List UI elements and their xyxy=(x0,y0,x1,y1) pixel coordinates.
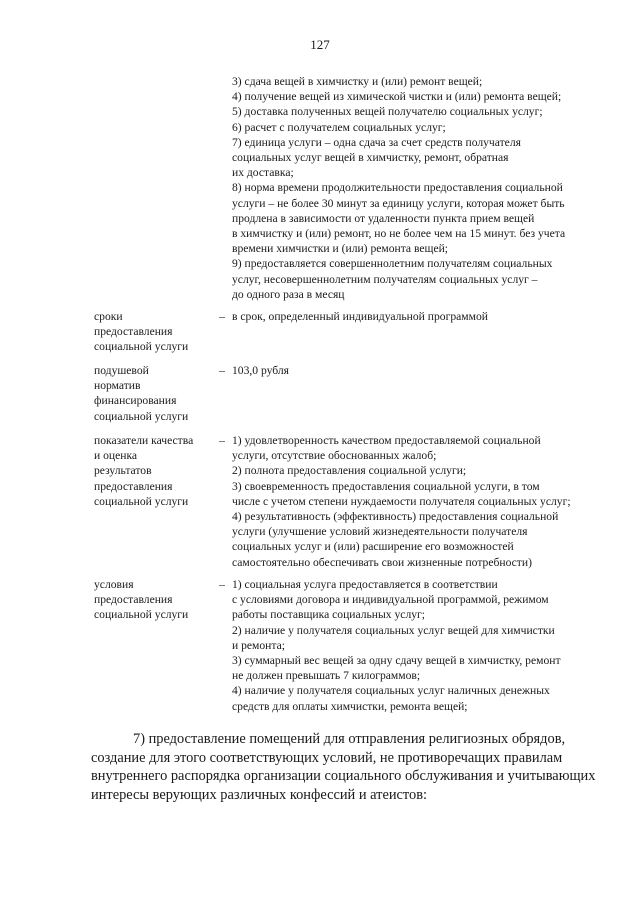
label-line: предоставления xyxy=(94,479,173,493)
row-label xyxy=(94,363,206,424)
value-line: 3) своевременность предоставления социальной услуги, в том xyxy=(232,479,540,493)
value-line: работы поставщика социальных услуг; xyxy=(232,608,426,622)
paragraph-line: 7) предоставление помещений для отправления религиозных обрядов, xyxy=(133,731,566,747)
list-item: до одного раза в месяц xyxy=(232,287,345,301)
value-line: в срок, определенный индивидуальной программой xyxy=(232,310,488,323)
value-line: услуги (улучшение условий жизнедеятельности получателя xyxy=(232,525,528,539)
row-value xyxy=(232,433,604,570)
label-line: социальной услуги xyxy=(94,608,189,622)
list-item: 7) единица услуги – одна сдача за счет средств получателя xyxy=(232,135,521,149)
label-line: социальной услуги xyxy=(94,409,189,423)
list-item: социальных услуг вещей в химчистку, ремонт, обратная xyxy=(232,151,509,165)
label-line: предоставления xyxy=(94,593,173,607)
paragraph-line: создание для этого соответствующих условий, не противоречащих правилам xyxy=(91,749,563,766)
label-line: показатели качества xyxy=(94,434,194,447)
list-item: услуги – не более 30 минут за единицу услуги, которая может быть xyxy=(232,196,565,210)
row-label xyxy=(94,577,206,623)
value-line: 103,0 рубля xyxy=(232,364,290,377)
page-number: 127 xyxy=(310,37,330,52)
paragraph-line: внутреннего распорядка организации социального обслуживания и учитывающих xyxy=(91,768,596,785)
label-line: условия xyxy=(94,578,134,591)
label-line: социальной услуги xyxy=(94,340,189,354)
value-line: социальных услуг и (или) расширение его возможностей xyxy=(232,540,514,554)
value-line: 2) полнота предоставления социальной услуги; xyxy=(232,464,467,478)
value-line: с условиями договора и индивидуальной программой, режимом xyxy=(232,593,549,607)
list-item: 6) расчет с получателем социальных услуг; xyxy=(232,120,446,134)
list-item: 9) предоставляется совершеннолетним получателям социальных xyxy=(232,257,553,271)
value-line: 1) удовлетворенность качеством предоставляемой социальной xyxy=(232,434,541,447)
label-line: предоставления xyxy=(94,325,173,339)
row-label xyxy=(94,309,206,355)
value-line: числе с учетом степени нуждаемости получателя социальных услуг; xyxy=(232,494,571,508)
dash-separator: – xyxy=(219,434,225,447)
row-value xyxy=(232,577,604,714)
label-line: социальной услуги xyxy=(94,494,189,508)
row-value xyxy=(232,309,604,324)
dash-separator: – xyxy=(219,364,225,377)
row-label xyxy=(94,433,206,509)
list-item: в химчистку и (или) ремонт, но не более чем на 15 минут. без учета xyxy=(232,227,566,241)
value-line: и ремонта; xyxy=(232,638,285,652)
value-line: не должен превышать 7 килограммов; xyxy=(232,669,421,683)
label-line: и оценка xyxy=(94,449,138,463)
label-line: финансирования xyxy=(94,394,177,408)
dash-separator: – xyxy=(219,310,225,323)
list-item: 3) сдача вещей в химчистку и (или) ремонт вещей; xyxy=(232,75,483,88)
value-line: 2) наличие у получателя социальных услуг вещей для химчистки xyxy=(232,623,555,637)
label-line: результатов xyxy=(94,464,152,478)
value-line: 3) суммарный вес вещей за одну сдачу вещей в химчистку, ремонт xyxy=(232,654,561,668)
value-line: средств для оплаты химчистки, ремонта вещей; xyxy=(232,699,468,713)
closing-paragraph xyxy=(91,730,596,804)
value-line: 1) социальная услуга предоставляется в соответствии xyxy=(232,578,498,591)
list-item: продлена в зависимости от удаленности пункта прием вещей xyxy=(232,211,535,225)
paragraph-line: интересы верующих различных конфессий и атеистов: xyxy=(91,786,428,803)
row-value xyxy=(232,363,604,378)
list-item: услуг, несовершеннолетним получателям социальных услуг – xyxy=(232,272,538,286)
value-line: самостоятельно обеспечивать свои жизненные потребности) xyxy=(232,555,532,569)
value-line: 4) результативность (эффективность) предоставления социальной xyxy=(232,510,559,524)
list-item: 4) получение вещей из химической чистки и (или) ремонта вещей; xyxy=(232,90,562,104)
label-line: норматив xyxy=(94,379,141,393)
list-item: времени химчистки и (или) ремонта вещей; xyxy=(232,242,449,256)
continuation-list xyxy=(232,74,602,302)
value-line: услуги, отсутствие обоснованных жалоб; xyxy=(232,449,437,463)
list-item: 5) доставка полученных вещей получателю социальных услуг; xyxy=(232,105,543,119)
value-line: 4) наличие у получателя социальных услуг наличных денежных xyxy=(232,684,550,698)
list-item: их доставка; xyxy=(232,166,294,180)
dash-separator: – xyxy=(219,578,225,591)
list-item: 8) норма времени продолжительности предоставления социальной xyxy=(232,181,563,195)
label-line: сроки xyxy=(94,310,123,323)
label-line: подушевой xyxy=(94,364,149,377)
